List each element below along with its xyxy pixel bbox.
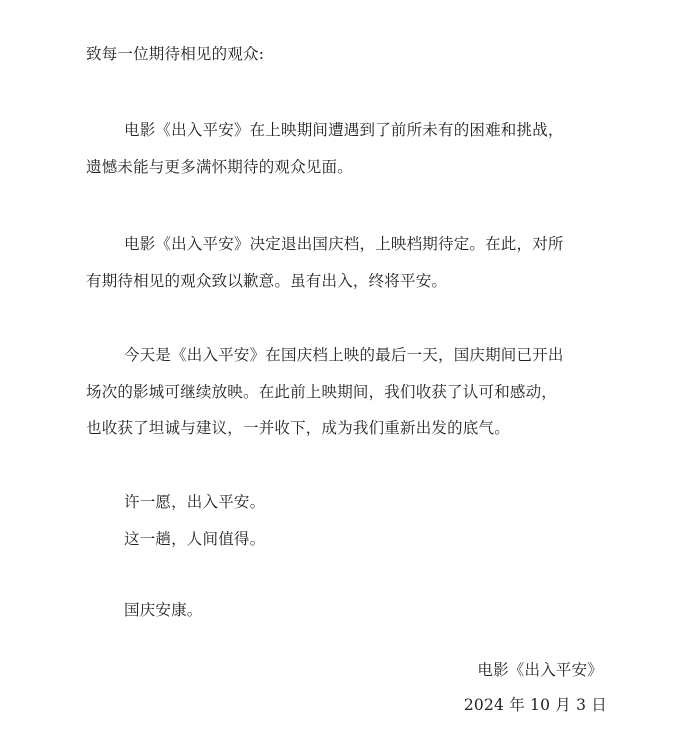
paragraph-2-line-1: 电影《出入平安》决定退出国庆档，上映档期待定。在此，对所 [124, 235, 564, 253]
paragraph-1-line-1: 电影《出入平安》在上映期间遭遇到了前所未有的困难和挑战， [124, 121, 564, 139]
paragraph-2-line-2: 有期待相见的观众致以歉意。虽有出入，终将平安。 [86, 272, 448, 290]
greeting: 致每一位期待相见的观众: [86, 45, 265, 63]
wish-line-1: 许一愿，出入平安。 [124, 493, 266, 511]
paragraph-3-line-3: 也收获了坦诚与建议，一并收下，成为我们重新出发的底气。 [86, 419, 510, 437]
date: 2024 年 10 月 3 日 [463, 696, 607, 714]
paragraph-3-line-1: 今天是《出入平安》在国庆档上映的最后一天，国庆期间已开出 [124, 346, 564, 364]
paragraph-1-line-2: 遗憾未能与更多满怀期待的观众见面。 [86, 158, 353, 176]
paragraph-3-line-2: 场次的影城可继续放映。在此前上映期间，我们收获了认可和感动， [86, 383, 558, 401]
closing: 国庆安康。 [124, 601, 203, 619]
wish-line-2: 这一趟，人间值得。 [124, 530, 266, 548]
signature: 电影《出入平安》 [477, 661, 603, 679]
